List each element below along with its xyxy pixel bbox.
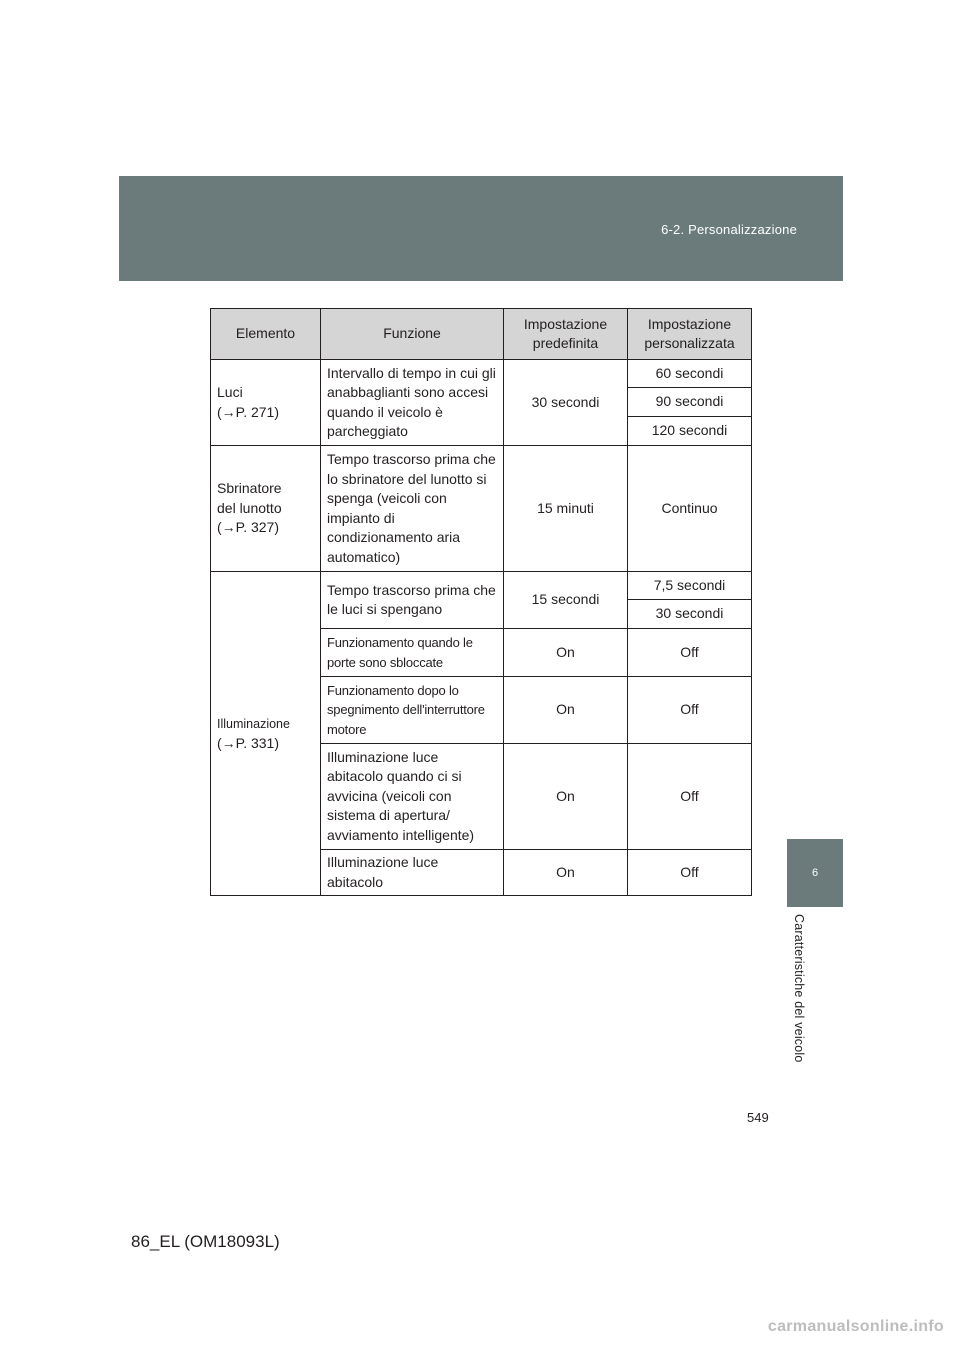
function-cell: Tempo trascorso prima che lo sbrinatore del lunotto si spenga (veicoli con impianto di condizionamento aria automatico) — [321, 446, 504, 572]
header-band — [119, 176, 843, 281]
element-cell-illuminazione — [211, 572, 321, 896]
element-cell-sbrinatore — [211, 446, 321, 572]
page-reference: (→P. 327) — [217, 519, 279, 536]
element-name: Luci — [217, 384, 243, 400]
custom-setting-cell: Off — [628, 850, 752, 896]
header-personalizzata: Impostazione personalizzata — [628, 309, 752, 360]
customization-table — [210, 308, 752, 896]
document-code: 86_EL (OM18093L) — [131, 1232, 280, 1251]
default-setting-cell: 15 secondi — [504, 572, 628, 629]
table-row — [211, 572, 752, 600]
chapter-tab — [787, 839, 843, 907]
default-setting-cell: 30 secondi — [504, 360, 628, 446]
function-cell: Funzionamento quando le porte sono sbloccate — [321, 629, 504, 677]
function-cell: Illuminazione luce abitacolo — [321, 850, 504, 896]
function-cell: Tempo trascorso prima che le luci si spengano — [321, 572, 504, 629]
custom-setting-cell: Continuo — [628, 446, 752, 572]
default-setting-cell: 15 minuti — [504, 446, 628, 572]
custom-setting-cell: 60 secondi — [628, 360, 752, 388]
custom-setting-cell: 7,5 secondi — [628, 572, 752, 600]
table-row — [211, 446, 752, 572]
function-cell: Intervallo di tempo in cui gli anabbaglianti sono accesi quando il veicolo è parcheggiato — [321, 360, 504, 446]
page-reference: (→P. 271) — [217, 403, 279, 420]
custom-setting-cell: 30 secondi — [628, 600, 752, 629]
page-number: 549 — [747, 1110, 769, 1125]
custom-setting-cell: Off — [628, 744, 752, 850]
function-cell: Illuminazione luce abitacolo quando ci si avvicina (veicoli con sistema di apertura/ avviamento intelligente) — [321, 744, 504, 850]
element-cell-luci — [211, 360, 321, 446]
custom-setting-cell: Off — [628, 677, 752, 744]
header-elemento: Elemento — [211, 309, 321, 360]
header-funzione: Funzione — [321, 309, 504, 360]
default-setting-cell: On — [504, 677, 628, 744]
section-title: 6-2. Personalizzazione — [661, 222, 797, 237]
custom-setting-cell: 120 secondi — [628, 417, 752, 446]
chapter-number: 6 — [811, 867, 819, 879]
chapter-title: Caratteristiche del veicolo — [792, 914, 806, 1063]
header-predefinita: Impostazione predefinita — [504, 309, 628, 360]
element-name-cont: del lunotto — [217, 499, 282, 516]
watermark-link[interactable]: carmanualsonline.info — [767, 1318, 944, 1335]
function-cell: Funzionamento dopo lo spegnimento dell'interruttore motore — [321, 677, 504, 744]
default-setting-cell: On — [504, 850, 628, 896]
table-row — [211, 360, 752, 388]
page-reference: (→P. 331) — [217, 735, 279, 751]
table-header-row — [211, 309, 752, 360]
custom-setting-cell: Off — [628, 629, 752, 677]
default-setting-cell: On — [504, 629, 628, 677]
element-name: Sbrinatore — [217, 480, 282, 497]
element-name: Illuminazione — [217, 716, 290, 731]
custom-setting-cell: 90 secondi — [628, 388, 752, 417]
default-setting-cell: On — [504, 744, 628, 850]
